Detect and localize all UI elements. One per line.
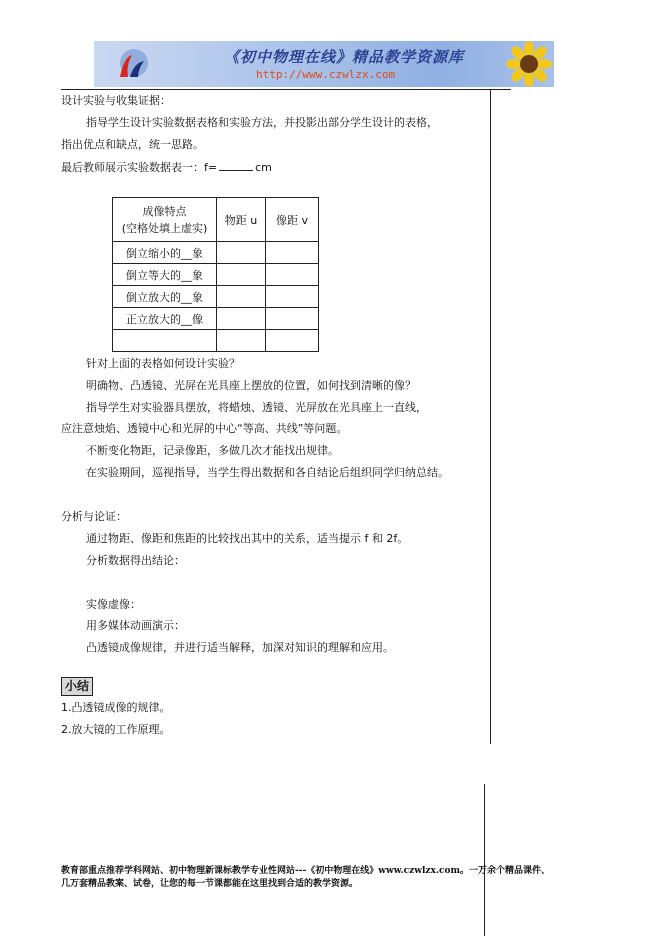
table-cell: 倒立放大的__象 [113, 286, 217, 308]
fill-in-blank [219, 160, 253, 171]
table-cell: 倒立等大的__象 [113, 264, 217, 286]
sunflower-icon [506, 41, 552, 87]
paragraph: 不断变化物距，记录像距，多做几次才能找出规律。 [86, 444, 339, 457]
paragraph: 指导学生对实验器具摆放，将蜡烛、透镜、光屏放在光具座上一直线， [86, 401, 427, 414]
paragraph: 指出优点和缺点，统一思路。 [61, 138, 204, 151]
unit-label: cm [255, 161, 272, 174]
table-cell [217, 330, 266, 352]
table-cell [266, 330, 319, 352]
table-cell [217, 264, 266, 286]
table-cell [217, 242, 266, 264]
paragraph-table-intro [61, 160, 272, 175]
header-banner [94, 41, 554, 87]
banner-url[interactable]: http://www.czwlzx.com [256, 68, 396, 81]
paragraph: 实像虚像： [86, 598, 141, 611]
summary-heading: 小结 [61, 677, 93, 696]
table-cell [217, 308, 266, 330]
paragraph: 明确物、凸透镜、光屏在光具座上摆放的位置，如何找到清晰的像？ [86, 379, 416, 392]
summary-item: 2.放大镜的工作原理。 [61, 723, 171, 736]
paragraph: 分析数据得出结论： [86, 554, 185, 567]
paragraph: 通过物距、像距和焦距的比较找出其中的关系，适当提示 f 和 2f。 [86, 532, 409, 545]
banner-title: 《初中物理在线》精品教学资源库 [224, 48, 465, 66]
experiment-data-table [112, 197, 319, 352]
table-cell [266, 264, 319, 286]
section-heading-analysis: 分析与论证： [61, 510, 127, 523]
header-divider [61, 89, 511, 90]
section-heading-design: 设计实验与收集证据： [61, 94, 171, 107]
table-row [113, 286, 319, 308]
table-cell [266, 286, 319, 308]
table-row [113, 264, 319, 286]
table-cell: 倒立缩小的__象 [113, 242, 217, 264]
footer-line: 教育部重点推荐学科网站、初中物理新课标教学专业性网站---《初中物理在线》www.czwlzx.com。一万余个精品课件、 [61, 866, 551, 876]
table-header-cell: 物距 u [217, 198, 266, 242]
paragraph: 针对上面的表格如何设计实验？ [86, 357, 240, 370]
table-row [113, 330, 319, 352]
footer-line: 几万套精品教案、试卷，让您的每一节课都能在这里找到合适的教学资源。 [61, 879, 359, 889]
table-cell [217, 286, 266, 308]
right-margin-rule [490, 89, 491, 744]
table-intro-text: 最后教师展示实验数据表一：f= [61, 161, 218, 174]
table-row [113, 308, 319, 330]
site-logo-icon [114, 47, 150, 83]
paragraph: 指导学生设计实验数据表格和实验方法，并投影出部分学生设计的表格， [86, 116, 438, 129]
right-margin-rule-lower [484, 784, 485, 936]
paragraph: 在实验期间，巡视指导，当学生得出数据和各自结论后组织同学归纳总结。 [86, 466, 449, 479]
table-cell: 正立放大的__像 [113, 308, 217, 330]
paragraph: 凸透镜成像规律，并进行适当解释，加深对知识的理解和应用。 [86, 641, 394, 654]
summary-item: 1.凸透镜成像的规律。 [61, 701, 171, 714]
table-row [113, 242, 319, 264]
table-cell [266, 242, 319, 264]
table-cell [266, 308, 319, 330]
paragraph: 应注意烛焰、透镜中心和光屏的中心“等高、共线”等问题。 [61, 422, 348, 435]
table-header-cell: 像距 v [266, 198, 319, 242]
table-cell [113, 330, 217, 352]
paragraph: 用多媒体动画演示： [86, 619, 185, 632]
table-header-cell: 成像特点 (空格处填上虚实) [113, 198, 217, 242]
